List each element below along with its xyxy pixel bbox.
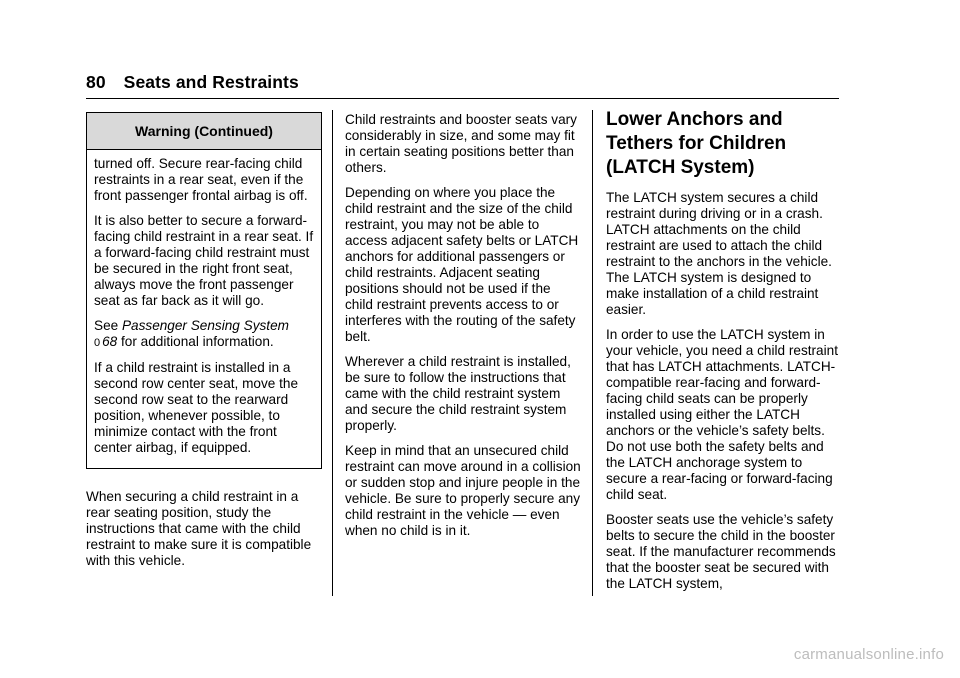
warning-title: Warning (Continued) <box>87 113 321 150</box>
page-number: 80 <box>86 72 106 92</box>
column-divider <box>592 110 593 596</box>
body-paragraph: Wherever a child restraint is installed, be sure to follow the instructions that came with the child restraint system and secure the child restraint system properly. <box>345 354 571 433</box>
warning-paragraph: turned off. Secure rear-facing child restraints in a rear seat, even if the front passenger frontal airbag is off. <box>94 156 308 203</box>
warning-body <box>87 150 321 468</box>
column-1 <box>86 112 322 578</box>
cross-reference-page[interactable]: 68 <box>102 334 118 349</box>
column-2 <box>345 112 581 548</box>
warning-paragraph: If a child restraint is installed in a second row center seat, move the second row seat to the rearward position, whenever possible, to minimize contact with the front center airbag, if equipped. <box>94 360 299 455</box>
column-3 <box>606 108 842 601</box>
body-paragraph: The LATCH system secures a child restraint during driving or in a crash. LATCH attachments on the child restraint are used to attach the child restraint to the anchors in the vehicle. The LATCH system is designed to make installation of a child restraint easier. <box>606 190 832 317</box>
body-paragraph: Keep in mind that an unsecured child restraint can move around in a collision or sudden stop and injure people in the vehicle. Be sure to properly secure any child restraint in the vehicle — even when no child is in it. <box>345 443 581 538</box>
body-paragraph: In order to use the LATCH system in your vehicle, you need a child restraint that has LATCH attachments. LATCH-compatible rear-facing and forward-facing child seats can be properly installed using either the LATCH anchors or the vehicle’s safety belts. Do not use both the safety belts and the LATCH anchorage system to secure a rear-facing or forward-facing child seat. <box>606 327 838 502</box>
section-title: Lower Anchors and Tethers for Children (LATCH System) <box>606 109 787 178</box>
body-paragraph: Child restraints and booster seats vary considerably in size, and some may fit in certain seating positions better than others. <box>345 112 577 175</box>
body-paragraph: Depending on where you place the child restraint and the size of the child restraint, you may not be able to access adjacent safety belts or LATCH anchors for additional passengers or child restraints. Adjacent seating positions should not be used if the child restraint prevents access to or interferes with the routing of the safety belt. <box>345 185 579 344</box>
body-paragraph: Booster seats use the vehicle’s safety belts to secure the child in the booster seat. If the manufacturer recommends that the booster seat be secured with the LATCH system, <box>606 512 836 591</box>
chapter-title: Seats and Restraints <box>123 72 299 92</box>
column-divider <box>332 110 333 596</box>
warning-see-reference <box>94 318 314 351</box>
body-paragraph: When securing a child restraint in a rear seating position, study the instructions that came with the child restraint to make sure it is compatible with this vehicle. <box>86 489 312 568</box>
see-suffix: for additional information. <box>117 334 274 349</box>
see-prefix: See <box>94 318 122 333</box>
header-rule <box>86 98 839 99</box>
warning-paragraph: It is also better to secure a forward-facing child restraint in a rear seat. If a forward-facing child restraint must be secured in the right front seat, always move the front passenger seat as far back as it will go. <box>94 213 314 308</box>
page-header <box>86 72 299 93</box>
cross-reference-link[interactable]: Passenger Sensing System <box>121 318 289 333</box>
watermark-footer: carmanualsonline.info <box>793 646 944 663</box>
warning-box <box>86 112 322 469</box>
page-reference-icon: 0 <box>94 337 101 349</box>
